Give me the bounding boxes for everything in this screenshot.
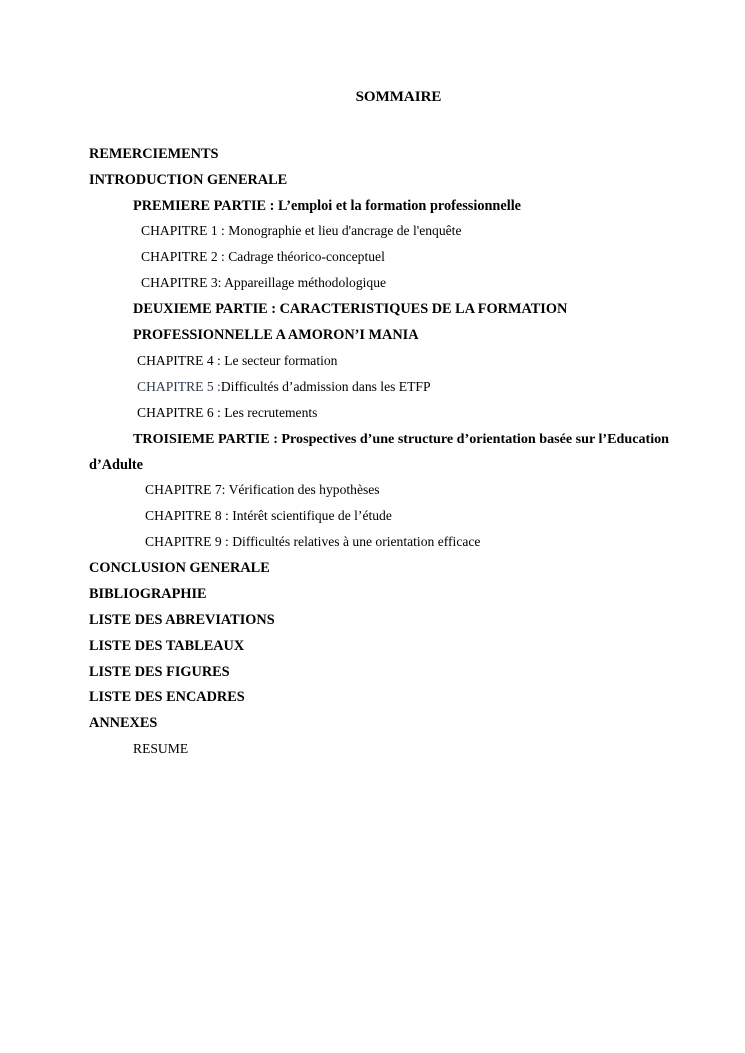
- toc-entry-resume: RESUME: [133, 741, 189, 756]
- toc-entry-partie-3-line-1: TROISIEME PARTIE : Prospectives d’une structure d’orientation basée sur l’Education: [133, 431, 669, 447]
- toc-entry-chapitre-8: CHAPITRE 8 : Intérêt scientifique de l’étude: [145, 508, 392, 523]
- toc-entry-introduction: INTRODUCTION GENERALE: [89, 172, 288, 188]
- toc-entry-chapitre-2: CHAPITRE 2 : Cadrage théorico-conceptuel: [141, 249, 385, 264]
- toc-entry-partie-2-line-1: DEUXIEME PARTIE : CARACTERISTIQUES DE LA FORMATION: [133, 301, 568, 317]
- chapitre-5-text: Difficultés d’admission dans les ETFP: [220, 379, 431, 394]
- toc-entry-chapitre-6: CHAPITRE 6 : Les recrutements: [137, 405, 318, 420]
- toc-entry-chapitre-5: [137, 378, 431, 396]
- page-title: SOMMAIRE: [355, 89, 442, 105]
- toc-entry-chapitre-7: CHAPITRE 7: Vérification des hypothèses: [145, 482, 380, 497]
- toc-entry-conclusion: CONCLUSION GENERALE: [89, 560, 270, 576]
- toc-entry-annexes: ANNEXES: [89, 715, 158, 731]
- toc-entry-abreviations: LISTE DES ABREVIATIONS: [89, 612, 275, 628]
- toc-entry-chapitre-3: CHAPITRE 3: Appareillage méthodologique: [141, 275, 387, 290]
- toc-entry-partie-3-line-2: d’Adulte: [89, 457, 144, 473]
- toc-entry-chapitre-9: CHAPITRE 9 : Difficultés relatives à une orientation efficace: [145, 534, 481, 549]
- toc-entry-remerciements: REMERCIEMENTS: [89, 146, 219, 162]
- chapitre-5-label: CHAPITRE 5 :: [137, 379, 221, 394]
- toc-entry-tableaux: LISTE DES TABLEAUX: [89, 638, 245, 654]
- toc-entry-chapitre-4: CHAPITRE 4 : Le secteur formation: [137, 353, 338, 368]
- toc-entry-encadres: LISTE DES ENCADRES: [89, 689, 245, 705]
- toc-entry-figures: LISTE DES FIGURES: [89, 664, 230, 680]
- toc-entry-partie-1: PREMIERE PARTIE : L’emploi et la formation professionnelle: [133, 198, 522, 214]
- toc-entry-bibliographie: BIBLIOGRAPHIE: [89, 586, 207, 602]
- toc-entry-chapitre-1: CHAPITRE 1 : Monographie et lieu d'ancrage de l'enquête: [141, 223, 462, 238]
- toc-entry-partie-2-line-2: PROFESSIONNELLE A AMORON’I MANIA: [133, 327, 419, 343]
